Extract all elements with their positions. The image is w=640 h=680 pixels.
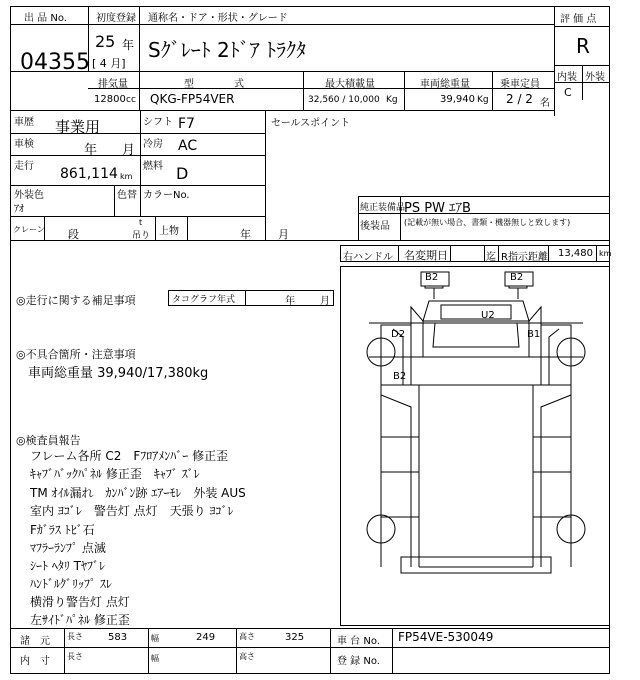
- color-swap-label: 色替: [117, 190, 137, 201]
- type-label: 型 式: [184, 79, 244, 90]
- model-name: Sｸﾞﾚｰﾄ 2ﾄﾞｱ ﾄﾗｸﾀ: [148, 38, 307, 62]
- driving-notes-label: ◎走行に関する補足事項: [16, 294, 136, 307]
- first-reg-year: 25: [95, 32, 116, 51]
- report-line: ｼｰﾄ ﾍﾀﾘ Tﾔﾌﾞﾚ: [30, 559, 105, 573]
- ext-color-value: ｱｵ: [14, 204, 24, 215]
- chassis-label: 車 台 No.: [337, 636, 380, 647]
- lot-number: 04355: [20, 50, 90, 75]
- first-reg-label: 初度登録: [96, 13, 136, 24]
- hand-label: 右ハンドル: [343, 252, 393, 263]
- ext-color-label: 外装色: [14, 190, 44, 201]
- gross-weight-unit: Kg: [477, 95, 489, 105]
- length-label: 長さ: [67, 632, 83, 641]
- report-line: 左ｻｲﾄﾞﾊﾟﾈﾙ 修正歪: [30, 613, 130, 627]
- eval-label: 評 価 点: [560, 14, 597, 25]
- report-line: ﾊﾝﾄﾞﾙｸﾞﾘｯﾌﾟ ｽﾚ: [30, 577, 112, 591]
- upper-label: 上物: [159, 226, 179, 237]
- type-value: QKG-FP54VER: [150, 92, 235, 106]
- width-label: 幅: [151, 654, 159, 663]
- equipment-value: PS PW ｴｱB: [404, 201, 471, 216]
- ac-value: AC: [178, 138, 198, 154]
- aftermarket-label: 後装品: [360, 221, 390, 232]
- damage-mark: B2: [393, 371, 407, 382]
- damage-mark: U2: [481, 310, 495, 321]
- crane-stage: 段: [68, 228, 79, 241]
- deadline-mark: 迄: [486, 252, 496, 263]
- report-line: 室内 ﾖｺﾞﾚ 警告灯 点灯 天張り ﾖｺﾞﾚ: [30, 504, 234, 518]
- tachograph-label: タコグラフ年式: [172, 295, 236, 305]
- mileage-label: 走行: [14, 161, 34, 172]
- mileage-value: 861,114: [60, 166, 118, 182]
- length-label: 長さ: [67, 652, 83, 661]
- max-load-unit: Kg: [386, 95, 398, 105]
- dims-label: 諸 元: [20, 636, 50, 647]
- report-line: ﾏﾌﾗｰﾗﾝﾌﾟ 点滅: [30, 541, 106, 555]
- interior-score: C: [564, 86, 572, 99]
- damage-mark: B1: [527, 329, 541, 340]
- report-line: フレーム各所 C2 Fﾌﾛｱﾒﾝﾊﾞｰ 修正歪: [30, 449, 229, 463]
- length-value: 583: [108, 632, 128, 643]
- capacity-label: 乗車定員: [500, 79, 540, 90]
- upper-month: 月: [278, 228, 289, 241]
- report-line: ｷｬﾌﾞﾊﾞｯｸﾊﾟﾈﾙ 修正歪 ｷｬﾌﾞ ｽﾞﾚ: [30, 467, 200, 481]
- history-label: 車歴: [14, 117, 34, 128]
- gross-weight-label: 車両総重量: [420, 79, 470, 90]
- fuel-value: D: [176, 164, 189, 183]
- shift-label: シフト: [143, 117, 173, 128]
- interior-label: 内装: [557, 72, 577, 83]
- first-reg-month: [ 4 月]: [92, 57, 126, 70]
- ac-label: 冷房: [143, 139, 163, 150]
- height-label: 高さ: [239, 632, 255, 641]
- equipment-label: 純正装備品: [360, 203, 406, 213]
- tacho-month: 月: [320, 296, 330, 307]
- tacho-year: 年: [285, 296, 295, 307]
- report-line: TM ｵｲﾙ漏れ ｶﾝﾊﾞﾝ跡 ｴｱｰﾓﾚ 外装 AUS: [30, 486, 246, 500]
- inspection-year: 年: [84, 143, 98, 158]
- capacity-value: 2 / 2: [506, 92, 533, 106]
- aftermarket-note: (記載が無い場合、書類・機器無しと致します): [404, 218, 571, 227]
- crane-t: t: [139, 218, 143, 227]
- r-meter-unit: km: [599, 249, 612, 258]
- defect-line: 車両総重量 39,940/17,380kg: [28, 366, 209, 381]
- crane-label: クレーン: [13, 225, 45, 234]
- report-line: 横滑り警告灯 点灯: [30, 595, 130, 609]
- year-unit: 年: [122, 38, 135, 52]
- max-load-value: 32,560 / 10,000: [308, 95, 380, 105]
- damage-mark: B2: [425, 272, 439, 283]
- capacity-unit: 名: [540, 98, 550, 109]
- model-label: 通称名・ドア・形状・グレード: [148, 13, 288, 24]
- width-value: 249: [196, 632, 216, 643]
- color-no-label: カラーNo.: [143, 190, 190, 201]
- width-label: 幅: [151, 634, 159, 643]
- crane-lift: 吊り: [132, 231, 151, 241]
- fuel-label: 燃料: [143, 161, 163, 172]
- max-load-label: 最大積載量: [325, 79, 375, 90]
- inspection-month: 月: [122, 143, 136, 158]
- truck-outline-diagram: [341, 267, 611, 627]
- damage-diagram: [340, 266, 610, 626]
- height-value: 325: [285, 632, 305, 643]
- inspector-label: ◎検査員報告: [16, 434, 81, 447]
- damage-mark: B2: [510, 272, 524, 283]
- gross-weight-value: 39,940: [440, 94, 475, 105]
- name-change-label: 名変期日: [404, 249, 448, 262]
- lot-label: 出 品 No.: [24, 13, 67, 24]
- displacement-unit: cc: [126, 95, 136, 105]
- reg-label: 登 録 No.: [337, 656, 380, 667]
- sales-point-label: セールスポイント: [271, 118, 351, 129]
- shift-value: F7: [178, 116, 195, 132]
- inspection-label: 車検: [14, 139, 34, 150]
- exterior-label: 外装: [585, 72, 605, 83]
- damage-mark: D2: [391, 329, 406, 340]
- r-meter-label: R指示距離: [501, 252, 548, 263]
- r-meter-value: 13,480: [558, 248, 593, 259]
- height-label: 高さ: [239, 652, 255, 661]
- mileage-unit: km: [120, 172, 133, 181]
- displacement-value: 12800: [94, 94, 126, 105]
- chassis-value: FP54VE-530049: [398, 630, 494, 644]
- upper-year: 年: [240, 228, 251, 241]
- interior-dims-label: 内 寸: [20, 656, 50, 667]
- report-line: Fｶﾞﾗｽ ﾄﾋﾞ石: [30, 523, 95, 537]
- eval-score: R: [576, 34, 590, 58]
- defects-label: ◎不具合箇所・注意事項: [16, 348, 136, 361]
- history-value: 事業用: [55, 118, 101, 136]
- displacement-label: 排気量: [98, 79, 128, 90]
